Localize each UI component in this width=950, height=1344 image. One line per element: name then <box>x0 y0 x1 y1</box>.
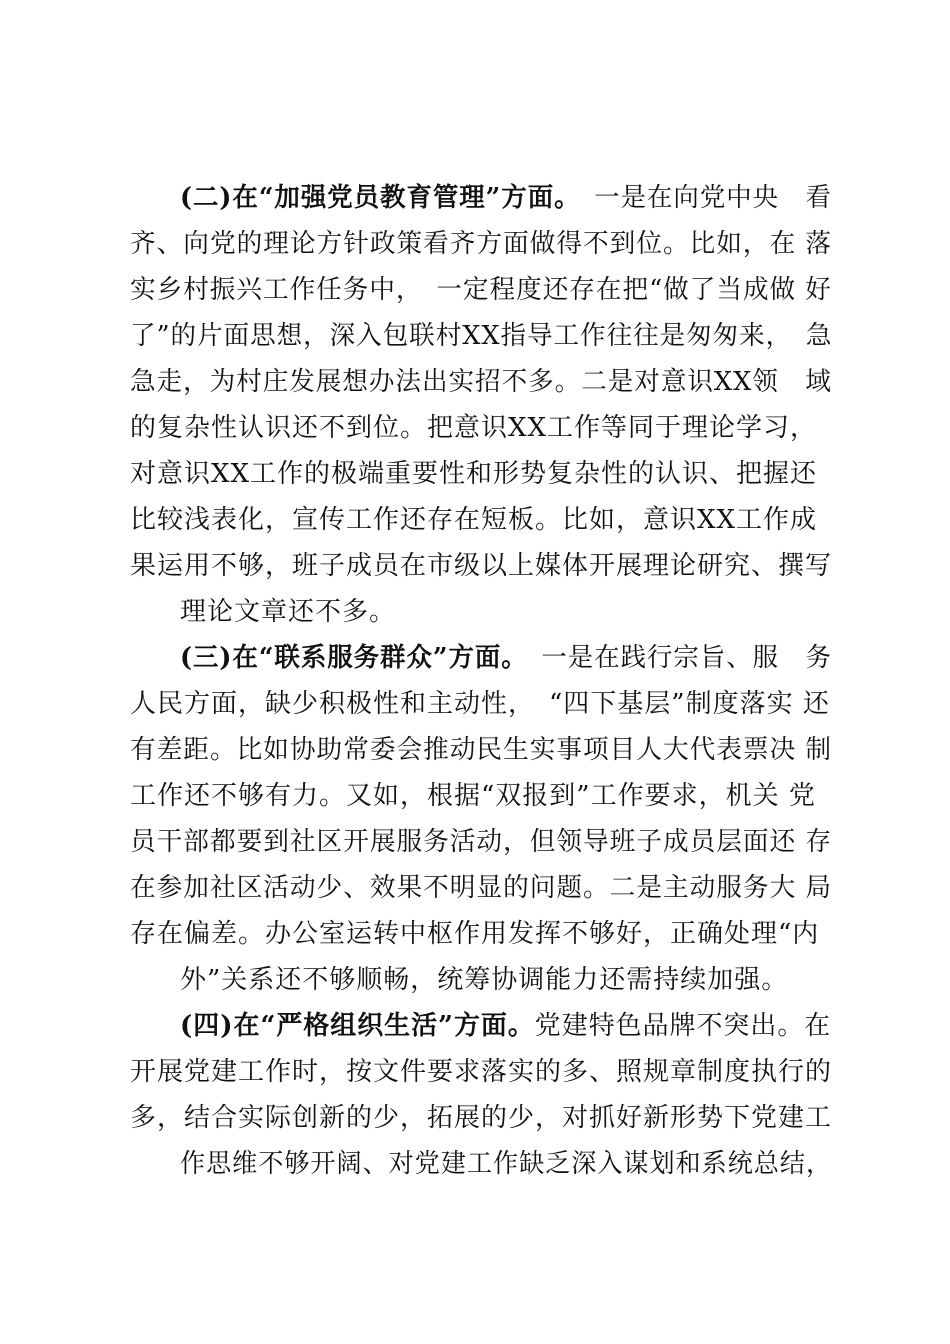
paragraph-line: 比较浅表化，宣传工作还存在短板。比如，意识XX工作成 <box>130 505 818 535</box>
paragraph-line: 急走，为村庄发展想办法出实招不多。二是对意识XX领 域 <box>130 367 832 397</box>
paragraph-line: 作思维不够开阔、对党建工作缺乏深入谋划和系统总结， <box>180 1149 833 1179</box>
paragraph-line: 存在偏差。办公室运转中枢作用发挥不够好，正确处理“内 <box>130 919 820 949</box>
paragraph-line <box>180 1011 831 1041</box>
paragraph-text: 一是在向党中央 看 <box>594 183 832 213</box>
paragraph-line: 了”的片面思想，深入包联村XX指导工作往往是匆匆来， 急 <box>130 321 833 351</box>
paragraph-line: 果运用不够，班子成员在市级以上媒体开展理论研究、撰写 <box>130 551 833 581</box>
section-heading: (三)在“联系服务群众”方面。 <box>180 643 528 673</box>
paragraph-line <box>180 643 832 673</box>
paragraph-text: 党建特色品牌不突出。在 <box>534 1011 832 1041</box>
paragraph-line: 多，结合实际创新的少，拓展的少，对抓好新形势下党建工 <box>130 1103 833 1133</box>
paragraph-line: 工作还不够有力。又如，根据“双报到”工作要求，机关 党 <box>130 781 816 811</box>
paragraph-line: 员干部都要到社区开展服务活动，但领导班子成员层面还 存 <box>130 827 833 857</box>
section-heading: (二)在“加强党员教育管理”方面。 <box>180 183 581 213</box>
paragraph-line: 的复杂性认识还不到位。把意识XX工作等同于理论学习， <box>130 413 818 443</box>
paragraph-line: 有差距。比如协助常委会推动民生实事项目人大代表票决 制 <box>130 735 833 765</box>
paragraph-line: 对意识XX工作的极端重要性和形势复杂性的认识、把握还 <box>130 459 818 489</box>
section-heading: (四)在“严格组织生活”方面。 <box>180 1011 535 1041</box>
paragraph-line: 实乡村振兴工作任务中， 一定程度还存在把“做了当成做 好 <box>130 275 832 305</box>
paragraph-line: 在参加社区活动少、效果不明显的问题。二是主动服务大 局 <box>130 873 833 903</box>
paragraph-line: 开展党建工作时，按文件要求落实的多、照规章制度执行的 <box>130 1057 833 1087</box>
paragraph-line: 齐、向党的理论方针政策看齐方面做得不到位。比如，在 落 <box>130 229 833 259</box>
paragraph-line: 外”关系还不够顺畅，统筹协调能力还需持续加强。 <box>180 965 789 995</box>
paragraph-line <box>180 183 832 213</box>
paragraph-text: 一是在践行宗旨、服 务 <box>541 643 832 673</box>
paragraph-line: 人民方面，缺少积极性和主动性， “四下基层”制度落实 还 <box>130 689 830 719</box>
paragraph-line: 理论文章还不多。 <box>180 597 397 627</box>
